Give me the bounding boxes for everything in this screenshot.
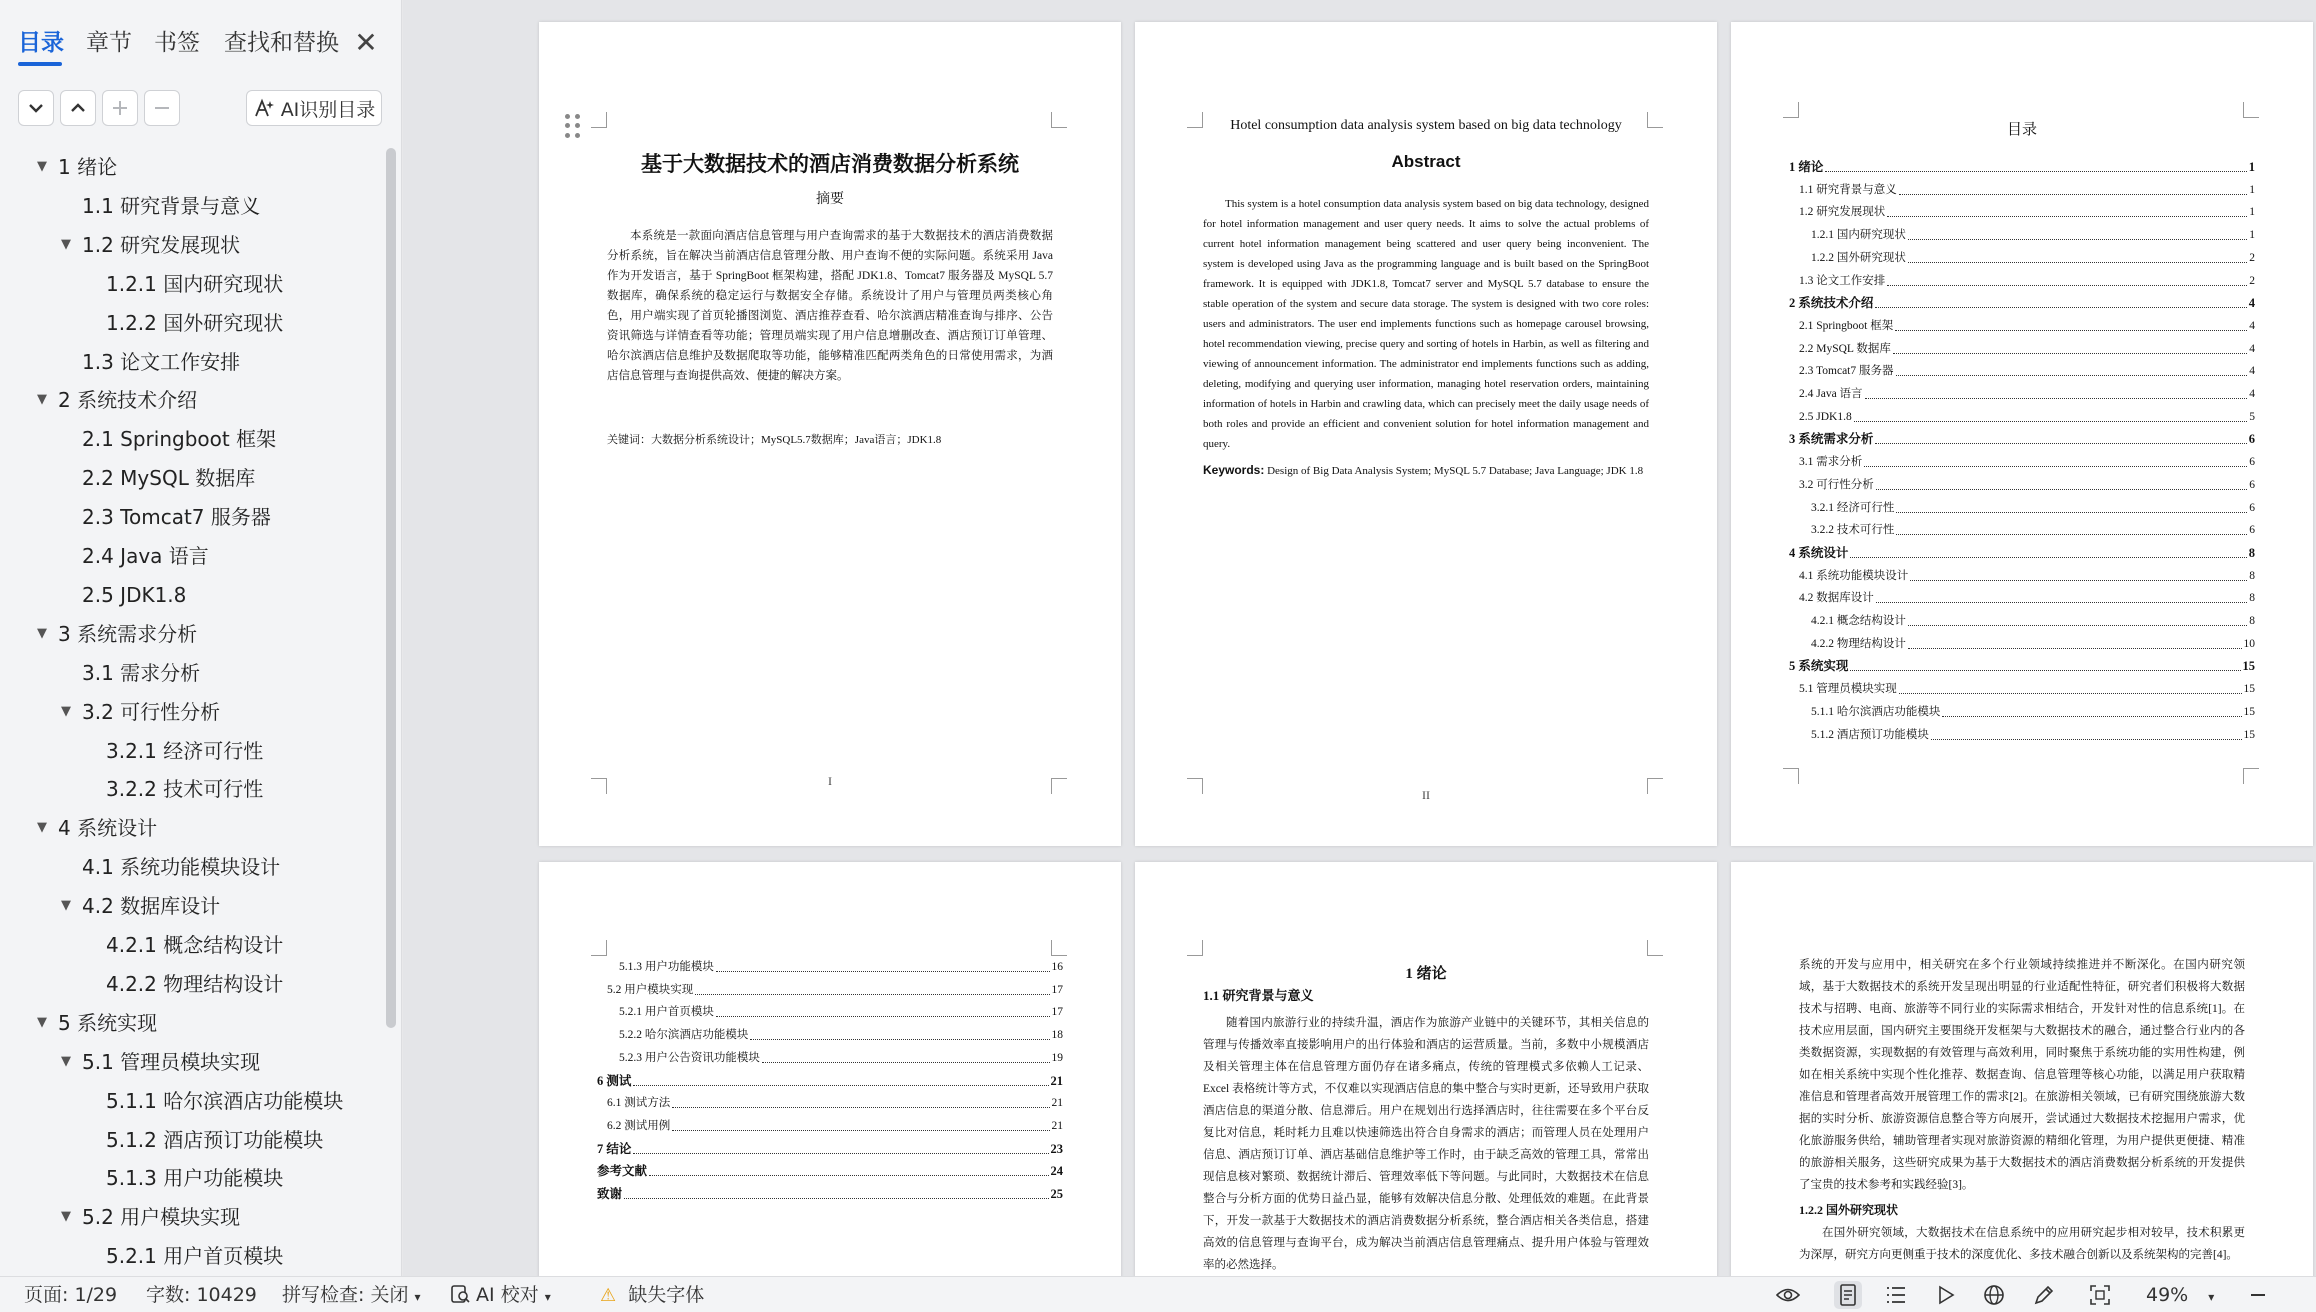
tab-toc[interactable]: 目录 bbox=[18, 30, 64, 56]
page-toc-1[interactable] bbox=[1731, 22, 2313, 846]
toc-entry[interactable] bbox=[1811, 224, 2255, 246]
toc-leader bbox=[1854, 406, 2248, 422]
crop-mark bbox=[591, 940, 607, 956]
page-chapter-1[interactable] bbox=[1135, 862, 1717, 1276]
toc-entry-title: 4.2 数据库设计 bbox=[1799, 592, 1874, 605]
toc-item[interactable]: 1.3 论文工作安排 bbox=[82, 349, 241, 374]
expand-caret-icon[interactable]: ▼ bbox=[61, 236, 71, 252]
toc-entry[interactable] bbox=[1799, 406, 2255, 428]
crop-mark bbox=[2243, 768, 2259, 784]
chevron-up-icon[interactable] bbox=[60, 90, 96, 126]
drag-handle-icon[interactable] bbox=[565, 114, 583, 140]
toc-entry-title: 6.2 测试用例 bbox=[607, 1119, 671, 1132]
toc-entry[interactable] bbox=[1799, 201, 2255, 223]
page-chapter-1-cont[interactable] bbox=[1731, 862, 2313, 1276]
toc-leader bbox=[1908, 633, 2242, 649]
english-title: Hotel consumption data analysis system based on big data technology bbox=[1230, 118, 1622, 133]
toc-leader bbox=[1896, 497, 2247, 513]
toc-page-title: 目录 bbox=[2006, 122, 2037, 138]
outline-view-icon[interactable] bbox=[1882, 1281, 1910, 1309]
toc-item[interactable]: 4.2.2 物理结构设计 bbox=[106, 971, 284, 996]
toc-leader bbox=[672, 1115, 1049, 1131]
spellcheck-label: 拼写检查: 关闭 bbox=[282, 1284, 409, 1306]
toc-leader bbox=[649, 1160, 1048, 1176]
chevron-down-icon: ▾ bbox=[414, 1290, 421, 1304]
toc-leader bbox=[1864, 451, 2247, 467]
toc-leader bbox=[762, 1047, 1050, 1063]
expand-caret-icon[interactable]: ▼ bbox=[61, 898, 71, 914]
toc-entry-title: 4.2.2 物理结构设计 bbox=[1811, 637, 1906, 650]
play-icon[interactable] bbox=[1932, 1281, 1960, 1309]
toc-leader bbox=[1865, 383, 2248, 399]
section-heading: 1.1 研究背景与意义 bbox=[1203, 988, 1314, 1003]
toc-entry[interactable] bbox=[1799, 315, 2255, 337]
toc-item[interactable]: 4.2.1 概念结构设计 bbox=[106, 933, 284, 957]
pen-icon[interactable] bbox=[2030, 1281, 2058, 1309]
toc-entry-title: 3.2 可行性分析 bbox=[1799, 478, 1874, 491]
toc-entry-title: 2.3 Tomcat7 服务器 bbox=[1799, 365, 1894, 378]
word-count[interactable]: 字数: 10429 bbox=[146, 1284, 257, 1306]
zoom-level[interactable] bbox=[2146, 1277, 2214, 1312]
toc-entry-title: 5.1.3 用户功能模块 bbox=[619, 961, 714, 973]
toc-entry-title: 5.2.1 用户首页模块 bbox=[619, 1006, 714, 1019]
toc-entry-page: 6 bbox=[2249, 478, 2255, 491]
toc-entry-title: 5 系统实现 bbox=[1789, 659, 1849, 674]
toc-entry-page: 1 bbox=[2249, 229, 2255, 242]
toc-item[interactable]: 2 系统技术介绍 bbox=[58, 388, 198, 413]
toc-entry-page: 4 bbox=[2249, 365, 2255, 378]
toc-item[interactable]: 3.2.2 技术可行性 bbox=[106, 777, 264, 802]
chapter-body: 随着国内旅游行业的持续升温，酒店作为旅游产业链中的关键环节，其相关信息的管理与传播效率直接影响用户的出行体验和酒店的运营质量。当前，多数中小规模酒店及相关管理主体在信息管理方面仍存在诸多痛点，传统的管理模式多依赖人工记录、Excel 表格统计等方式，不仅难以实现酒店信息的集中整合与实时更新，还导致用户获取酒店信息的渠道分散、信息滞后。用户在规划出行选择酒店时，往往需要在多个平台反复比对信息，耗时耗力且难以快速筛选出符合自身需求的酒店；而管理人员在处理用户信息、酒店预订订单、酒店基础信息维护等工作时，由于缺乏高效的管理工具，常常出现信息核对繁琐、数据统计滞后、管理效率低下等问题。与此同时，大数据技术在信息整合与分析方面的优势日益凸显，能够有效解决信息分散、处理低效的难题。在此背景下，开发一款基于大数据技术的酒店消费数据分析系统，整合酒店相关各类信息，搭建高效的信息管理与查询平台，成为解决当前酒店信息管理痛点、提升用户体验与管理效率的必然选择。 bbox=[1203, 1017, 1649, 1271]
toc-entry-page: 21 bbox=[1051, 1097, 1063, 1110]
toc-entry-title: 5.2 用户模块实现 bbox=[607, 983, 694, 996]
crop-mark bbox=[1783, 102, 1799, 118]
toc-item[interactable]: 2.2 MySQL 数据库 bbox=[82, 466, 256, 491]
page-view-icon[interactable] bbox=[1834, 1281, 1862, 1309]
tab-find-replace[interactable]: 查找和替换 bbox=[224, 30, 339, 56]
toc-leader bbox=[716, 956, 1050, 972]
toc-item[interactable]: 1.2.1 国内研究现状 bbox=[106, 271, 284, 296]
toc-item[interactable]: 1 绪论 bbox=[58, 155, 118, 179]
crop-mark bbox=[2243, 102, 2259, 118]
chevron-down-icon[interactable] bbox=[18, 90, 54, 126]
toc-entry-page: 18 bbox=[1051, 1029, 1063, 1042]
thesis-title: 基于大数据技术的酒店消费数据分析系统 bbox=[641, 152, 1019, 176]
toc-entry-page: 6 bbox=[2249, 501, 2255, 514]
toc-leader bbox=[1899, 678, 2242, 694]
toc-item[interactable]: 2.4 Java 语言 bbox=[82, 544, 209, 568]
toc-entry-title: 1.2.2 国外研究现状 bbox=[1811, 251, 1906, 264]
close-pane-icon[interactable]: ✕ bbox=[354, 26, 378, 59]
toc-item[interactable]: 2.5 JDK1.8 bbox=[82, 582, 187, 607]
toc-entry-page: 5 bbox=[2249, 410, 2255, 423]
toc-entry-page: 1 bbox=[2248, 160, 2255, 174]
toc-entry-page: 8 bbox=[2249, 615, 2255, 627]
toc-entry-title: 1.1 研究背景与意义 bbox=[1799, 183, 1897, 196]
web-view-icon[interactable] bbox=[1980, 1281, 2008, 1309]
toc-entry[interactable] bbox=[1799, 338, 2255, 360]
toc-item[interactable]: 3.1 需求分析 bbox=[82, 660, 201, 685]
page-indicator[interactable]: 页面: 1/29 bbox=[24, 1284, 118, 1306]
toc-entry-page: 8 bbox=[2249, 592, 2255, 605]
toc-item[interactable]: 4 系统设计 bbox=[58, 816, 158, 841]
expand-caret-icon[interactable]: ▼ bbox=[61, 1209, 71, 1225]
toc-entry-title: 3 系统需求分析 bbox=[1789, 432, 1874, 447]
toc-item[interactable]: 3.2 可行性分析 bbox=[82, 699, 221, 724]
toc-leader bbox=[1931, 724, 2242, 740]
toc-entry[interactable] bbox=[607, 1115, 1063, 1137]
toc-entry-title: 1 绪论 bbox=[1789, 160, 1824, 174]
toc-leader bbox=[1896, 360, 2248, 376]
page-abstract-en[interactable] bbox=[1135, 22, 1717, 846]
toc-item[interactable]: 4.1 系统功能模块设计 bbox=[82, 855, 281, 880]
toc-entry[interactable] bbox=[619, 1047, 1063, 1069]
toc-entry[interactable] bbox=[597, 1138, 1063, 1160]
toc-leader bbox=[633, 1070, 1048, 1086]
toc-entry[interactable] bbox=[1811, 247, 2255, 269]
toc-leader bbox=[1899, 179, 2248, 195]
toc-item[interactable]: 1.1 研究背景与意义 bbox=[82, 193, 261, 218]
toc-entry-page: 17 bbox=[1051, 1006, 1063, 1019]
toc-leader bbox=[1942, 701, 2241, 717]
toc-leader bbox=[1825, 156, 2246, 172]
expand-caret-icon[interactable]: ▼ bbox=[37, 820, 47, 836]
toc-entry-page: 4 bbox=[2249, 319, 2255, 332]
toc-item[interactable]: 5.1.1 哈尔滨酒店功能模块 bbox=[106, 1088, 344, 1113]
toc-entry[interactable] bbox=[1811, 633, 2255, 655]
toc-entry[interactable] bbox=[1811, 519, 2255, 541]
toc-item[interactable]: 5.2 用户模块实现 bbox=[82, 1205, 241, 1230]
toc-entry-page: 4 bbox=[2249, 342, 2255, 355]
toc-entry-title: 3.2.2 技术可行性 bbox=[1811, 524, 1895, 537]
toc-leader bbox=[1896, 519, 2247, 535]
toc-entry-page: 15 bbox=[2243, 683, 2255, 696]
toc-item[interactable]: 5.1.2 酒店预订功能模块 bbox=[106, 1127, 324, 1152]
toc-leader bbox=[1850, 655, 2240, 671]
toc-entry-title: 3.1 需求分析 bbox=[1799, 456, 1863, 469]
toc-entry-title: 7 结论 bbox=[597, 1141, 632, 1156]
toc-entry[interactable] bbox=[1789, 156, 2255, 178]
keywords-label: Keywords: bbox=[1203, 463, 1265, 477]
chevron-down-icon: ▾ bbox=[544, 1290, 551, 1304]
toc-entry[interactable] bbox=[619, 1024, 1063, 1046]
toc-entry[interactable] bbox=[1799, 179, 2255, 201]
expand-caret-icon[interactable]: ▼ bbox=[37, 625, 47, 641]
toc-entry-title: 2.2 MySQL 数据库 bbox=[1799, 342, 1891, 355]
toc-entry[interactable] bbox=[597, 1070, 1063, 1092]
toc-leader bbox=[1893, 338, 2247, 354]
toc-entry-title: 3.2.1 经济可行性 bbox=[1811, 501, 1895, 514]
toc-entry-title: 2.5 JDK1.8 bbox=[1799, 410, 1852, 423]
toc-tree bbox=[0, 148, 384, 1276]
toc-leader bbox=[1876, 587, 2248, 603]
page-number: II bbox=[1422, 788, 1430, 802]
toc-entry-page: 10 bbox=[2243, 637, 2255, 650]
spellcheck-status[interactable] bbox=[282, 1277, 421, 1312]
toc-entry[interactable] bbox=[1799, 565, 2255, 587]
crop-mark bbox=[591, 112, 607, 128]
expand-caret-icon[interactable]: ▼ bbox=[37, 159, 47, 174]
toc-leader bbox=[1910, 565, 2247, 581]
toc-entry-title: 6 测试 bbox=[597, 1073, 632, 1088]
active-tab-indicator bbox=[18, 62, 62, 66]
toc-entry[interactable] bbox=[1811, 724, 2255, 746]
navigation-pane bbox=[0, 0, 402, 1276]
toc-entry-page: 6 bbox=[2248, 432, 2255, 447]
toc-entry[interactable] bbox=[619, 956, 1063, 978]
toc-entry-title: 2 系统技术介绍 bbox=[1789, 296, 1874, 311]
toc-entry[interactable] bbox=[1799, 383, 2255, 405]
toc-entry-title: 6.1 测试方法 bbox=[607, 1097, 671, 1110]
eye-icon[interactable] bbox=[1774, 1281, 1802, 1309]
tab-bookmarks[interactable]: 书签 bbox=[154, 30, 200, 56]
toc-entry-page: 2 bbox=[2249, 251, 2255, 264]
toc-entry-page: 1 bbox=[2249, 183, 2255, 196]
toc-entry[interactable] bbox=[597, 1183, 1063, 1205]
tab-chapters[interactable]: 章节 bbox=[86, 30, 132, 56]
toc-entry-page: 15 bbox=[2243, 728, 2255, 741]
toc-entry[interactable] bbox=[1811, 497, 2255, 519]
toc-item[interactable]: 3.2.1 经济可行性 bbox=[106, 738, 264, 763]
crop-mark bbox=[1051, 940, 1067, 956]
toc-entry-page: 6 bbox=[2249, 524, 2255, 537]
page-toc-2[interactable] bbox=[539, 862, 1121, 1276]
toc-entry-title: 1.3 论文工作安排 bbox=[1799, 274, 1886, 287]
toc-entry[interactable] bbox=[1799, 451, 2255, 473]
ai-check-button[interactable] bbox=[450, 1277, 551, 1312]
toc-leader bbox=[1895, 315, 2247, 331]
crop-mark bbox=[1783, 768, 1799, 784]
warning-icon: ⚠ bbox=[600, 1285, 617, 1306]
toc-entry-title: 5.2.3 用户公告资讯功能模块 bbox=[619, 1051, 760, 1064]
toc-entry-page: 4 bbox=[2248, 296, 2255, 311]
toc-entry-page: 2 bbox=[2249, 274, 2255, 287]
toc-entry-page: 1 bbox=[2249, 206, 2255, 219]
expand-caret-icon[interactable]: ▼ bbox=[37, 392, 47, 408]
toc-item[interactable]: 1.2 研究发展现状 bbox=[82, 232, 241, 257]
toc-entry-page: 23 bbox=[1050, 1141, 1063, 1156]
section-heading: 1.2.2 国外研究现状 bbox=[1799, 1203, 1899, 1217]
toc-leader bbox=[695, 979, 1049, 995]
toc-entry-title: 致谢 bbox=[597, 1187, 623, 1201]
toc-entry-title: 5.1.1 哈尔滨酒店功能模块 bbox=[1811, 705, 1941, 718]
toc-entry-page: 24 bbox=[1050, 1164, 1063, 1179]
toc-entry-page: 21 bbox=[1050, 1073, 1063, 1088]
toc-entry[interactable] bbox=[1811, 610, 2255, 632]
toc-item[interactable]: 5.2.1 用户首页模块 bbox=[106, 1244, 284, 1269]
chevron-down-icon: ▾ bbox=[2208, 1290, 2215, 1304]
toc-entry[interactable] bbox=[1789, 292, 2255, 314]
toc-entry[interactable] bbox=[1811, 701, 2255, 723]
toc-entry-title: 1.2 研究发展现状 bbox=[1799, 206, 1886, 219]
chapter-heading: 1 绪论 bbox=[1405, 966, 1447, 982]
toc-leader bbox=[716, 1001, 1050, 1017]
toc-entry[interactable] bbox=[1789, 542, 2255, 564]
toc-item[interactable]: 1.2.2 国外研究现状 bbox=[106, 310, 284, 335]
toc-entry-title: 5.2.2 哈尔滨酒店功能模块 bbox=[619, 1029, 749, 1042]
crop-mark bbox=[1051, 112, 1067, 128]
toc-entry-page: 8 bbox=[2248, 545, 2255, 560]
toc-entry-title: 4 系统设计 bbox=[1789, 545, 1849, 560]
plus-icon[interactable] bbox=[102, 90, 138, 126]
toc-leader bbox=[1887, 201, 2247, 217]
keywords-text: Design of Big Data Analysis System; MySQL 5.7 Database; Java Language; JDK 1.8 bbox=[1264, 465, 1644, 477]
toc-entry-page: 15 bbox=[2242, 659, 2255, 674]
toc-scrollbar[interactable] bbox=[386, 148, 396, 1028]
toc-entry[interactable] bbox=[1799, 360, 2255, 382]
toc-entry[interactable] bbox=[1799, 678, 2255, 700]
toc-item[interactable]: 2.1 Springboot 框架 bbox=[82, 427, 277, 452]
toc-item[interactable]: 2.3 Tomcat7 服务器 bbox=[82, 505, 271, 530]
toc-entry[interactable] bbox=[607, 979, 1063, 1001]
toc-entry-page: 16 bbox=[1051, 961, 1063, 973]
toc-entry-title: 5.1 管理员模块实现 bbox=[1799, 683, 1897, 696]
ai-sparkle-icon bbox=[253, 98, 275, 118]
toc-leader bbox=[672, 1092, 1049, 1108]
toc-item[interactable]: 3 系统需求分析 bbox=[58, 621, 198, 646]
toc-leader bbox=[1875, 292, 2246, 308]
abstract-en-body: This system is a hotel consumption data analysis system based on big data technology, designed for hotel information management and user query needs. It aims to solve the actual problems of current hotel information management being scattered and user query being inconvenient. The system is developed using Java as the programming language and is built based on the SpringBoot framework. It is equipped with JDK1.8, Tomcat7 server and MySQL 5.7 database to ensure the stable operation of the system and secure data storage. The system is designed with two core roles: users and administrators. The user end implements functions such as homepage carousel browsing, hotel recommendation viewing, precise query and sorting of hotels in Harbin, as well as filtering and viewing of announcement information. The administrator end implements functions such as adding, deleting, modifying and querying user information, managing hotel reservation orders, maintaining information of hotels in Harbin and crawling data, which can precisely meet the daily usage needs of both roles and provide an efficient and convenient solution for hotel information management and query. bbox=[1203, 198, 1649, 450]
toc-leader bbox=[1876, 474, 2248, 490]
abstract-heading: 摘要 bbox=[816, 192, 844, 207]
minus-icon[interactable] bbox=[144, 90, 180, 126]
toc-leader bbox=[1850, 542, 2246, 558]
toc-item[interactable]: 5 系统实现 bbox=[58, 1010, 158, 1035]
page-abstract-cn[interactable] bbox=[539, 22, 1121, 846]
toc-item[interactable]: 4.2 数据库设计 bbox=[82, 894, 221, 919]
fit-page-icon[interactable] bbox=[2086, 1281, 2114, 1309]
toc-entry[interactable] bbox=[1799, 474, 2255, 496]
expand-caret-icon[interactable]: ▼ bbox=[61, 1053, 71, 1069]
expand-caret-icon[interactable]: ▼ bbox=[37, 1014, 47, 1030]
toc-entry-page: 21 bbox=[1051, 1119, 1063, 1132]
toc-entry-page: 8 bbox=[2249, 569, 2255, 582]
toc-entry-page: 6 bbox=[2249, 456, 2255, 469]
missing-font-button[interactable] bbox=[600, 1277, 704, 1312]
abstract-body: 本系统是一款面向酒店信息管理与用户查询需求的基于大数据技术的酒店消费数据分析系统，旨在解决当前酒店信息管理分散、用户查询不便的实际问题。系统采用 Java 作为开发语言，基于 SpringBoot 框架构建，搭配 JDK1.8、Tomcat7 服务器及 MySQL 5.7 数据库，确保系统的稳定运行与数据安全存储。系统设计了用户与管理员两类核心角色，用户端实现了首页轮播图浏览、酒店推荐查看、哈尔滨酒店精准查询与排序、公告资讯筛选与详情查看等功能；管理员端实现了用户信息增删改查、酒店预订订单管理、哈尔滨酒店信息维护及数据爬取等功能，能够精准匹配两类角色的日常使用需求，为酒店信息管理与查询提供高效、便捷的解决方案。 bbox=[607, 230, 1053, 382]
document-canvas[interactable] bbox=[403, 0, 2316, 1276]
toc-entry[interactable] bbox=[619, 1001, 1063, 1023]
toc-entry[interactable] bbox=[1799, 587, 2255, 609]
expand-caret-icon[interactable]: ▼ bbox=[61, 703, 71, 719]
toc-entry[interactable] bbox=[1789, 428, 2255, 450]
toc-leader bbox=[1908, 610, 2247, 626]
research-body-2: 在国外研究领域，大数据技术在信息系统中的应用研究起步相对较早，技术积累更为深厚，研究方向更侧重于技术的深度优化、多技术融合创新以及系统架构的完善[4]。 bbox=[1799, 1227, 2245, 1261]
abstract-en-keywords bbox=[1203, 460, 1649, 481]
toc-entry-title: 4.2.1 概念结构设计 bbox=[1811, 615, 1906, 627]
toc-leader bbox=[750, 1024, 1049, 1040]
zoom-out-icon[interactable] bbox=[2244, 1281, 2272, 1309]
ai-check-label: AI 校对 bbox=[476, 1284, 539, 1306]
sidebar-tabs bbox=[0, 0, 402, 80]
toc-entry-title: 2.1 Springboot 框架 bbox=[1799, 319, 1894, 332]
toc-item[interactable]: 5.1.3 用户功能模块 bbox=[106, 1166, 284, 1191]
zoom-value: 49% bbox=[2146, 1284, 2189, 1306]
missing-font-label: 缺失字体 bbox=[628, 1284, 705, 1306]
page-number: I bbox=[828, 774, 832, 788]
toc-leader bbox=[1887, 270, 2247, 286]
toc-leader bbox=[624, 1183, 1048, 1199]
abstract-keywords: 关键词：大数据分析系统设计；MySQL5.7数据库；Java语言；JDK1.8 bbox=[607, 434, 942, 446]
ai-detect-toc-button[interactable] bbox=[246, 90, 382, 126]
crop-mark bbox=[1647, 940, 1663, 956]
toc-entry-page: 17 bbox=[1051, 983, 1063, 996]
toc-entry-title: 5.1.2 酒店预订功能模块 bbox=[1811, 728, 1929, 741]
toc-entry[interactable] bbox=[597, 1160, 1063, 1182]
abstract-title: Abstract bbox=[1391, 152, 1461, 171]
toc-item[interactable]: 5.1 管理员模块实现 bbox=[82, 1049, 261, 1074]
toc-leader bbox=[1875, 428, 2246, 444]
toc-leader bbox=[633, 1138, 1048, 1154]
toc-entry-page: 15 bbox=[2243, 705, 2255, 718]
toc-entry-title: 参考文献 bbox=[597, 1164, 648, 1179]
toc-leader bbox=[1908, 247, 2247, 263]
ai-check-icon bbox=[450, 1284, 470, 1304]
toc-leader bbox=[1908, 224, 2247, 240]
toc-entry-page: 19 bbox=[1051, 1051, 1063, 1064]
ai-detect-toc-label: AI识别目录 bbox=[280, 98, 376, 121]
toc-entry-page: 25 bbox=[1050, 1187, 1063, 1201]
toc-entry[interactable] bbox=[1799, 270, 2255, 292]
toc-entry[interactable] bbox=[1789, 655, 2255, 677]
toc-toolbar bbox=[0, 86, 402, 130]
toc-entry[interactable] bbox=[607, 1092, 1063, 1114]
toc-entry-title: 1.2.1 国内研究现状 bbox=[1811, 229, 1906, 242]
toc-entry-title: 4.1 系统功能模块设计 bbox=[1799, 569, 1909, 582]
toc-entry-title: 2.4 Java 语言 bbox=[1799, 388, 1863, 400]
status-bar bbox=[0, 1276, 2316, 1312]
toc-entry-page: 4 bbox=[2249, 388, 2255, 400]
research-body: 系统的开发与应用中，相关研究在多个行业领域持续推进并不断深化。在国内研究领域，基于大数据技术的系统开发呈现出明显的行业适配性特征，研究者们积极将大数据技术与招聘、电商、旅游等不同行业的实际需求相结合，开发针对性的信息系统[1]。在技术应用层面，国内研究主要围绕开发框架与大数据技术的融合，通过整合行业内的各类数据资源，实现数据的有效管理与高效利用，同时聚焦于系统功能的实用性构建，例如在相关系统中实现个性化推荐、数据查询、信息管理等核心功能，以满足用户获取精准信息和管理者高效开展管理工作的需求[2]。在旅游相关领域，已有研究围绕旅游大数据的实时分析、旅游资源信息整合等方向展开，尝试通过大数据技术挖掘用户需求，优化旅游服务供给，辅助管理者实现对旅游资源的精细化管理，为用户提供更便捷、精准的旅游相关服务，这些研究成果为基于大数据技术的酒店消费数据分析系统的开发提供了宝贵的技术参考和实践经验[3]。 bbox=[1799, 959, 2245, 1191]
crop-mark bbox=[1187, 940, 1203, 956]
